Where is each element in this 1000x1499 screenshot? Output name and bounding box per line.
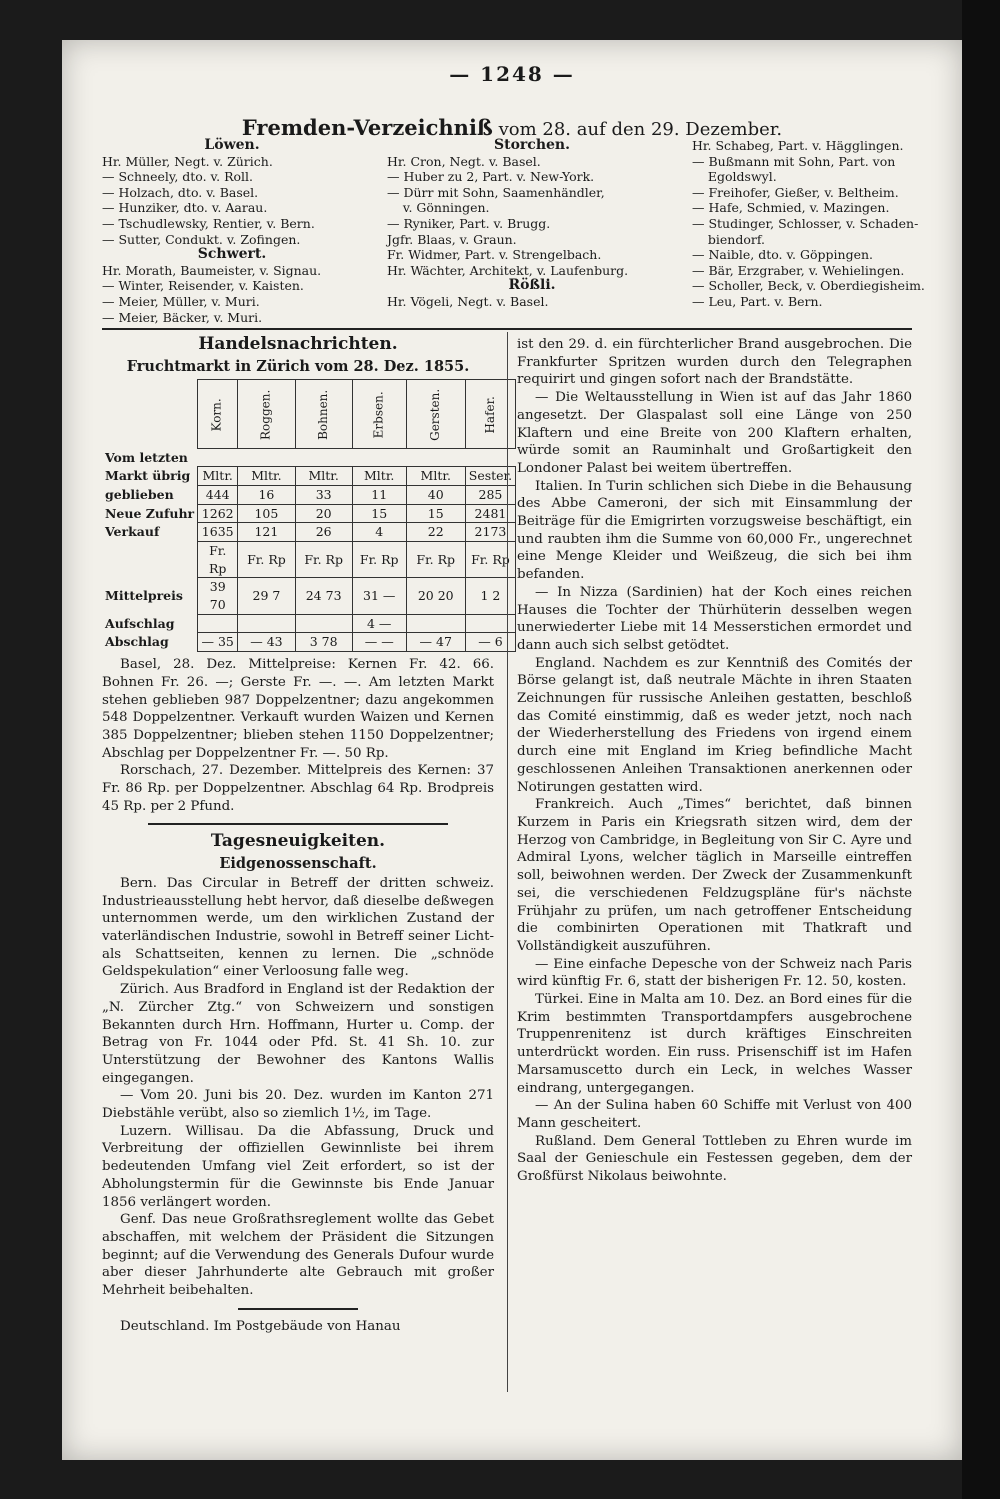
article-tuerkei: Türkei. Eine in Malta am 10. Dez. an Bord eines für die Krim bestimmten Transportdampfers ausgebrochene Truppenrenitenz ist durch kräftiges Einschreiten unterdrückt worden. Ein russ. Prisenschiff ist im Hafen Marsamuscetto durch ein Leck, in welches Wasser eindrang, untergegangen.: [517, 992, 912, 1096]
price-unit: Fr. Rp: [198, 541, 238, 577]
table-cell: 1635: [198, 523, 238, 542]
row-label: [102, 541, 198, 577]
page-number: — 1248 —: [449, 62, 575, 86]
table-cell: 16: [238, 485, 295, 504]
guest-entry: — Holzach, dto. v. Basel.: [102, 184, 259, 200]
tages-title: Tagesneuigkeiten.: [210, 831, 386, 852]
guest-entry: — Leu, Part. v. Bern.: [692, 293, 823, 309]
unit-cell: Sester.: [465, 467, 515, 486]
table-cell: 22: [406, 523, 465, 542]
price-cell: 20 20: [406, 578, 465, 614]
fremden-column-1: [102, 138, 362, 325]
fruchtmarkt-table: [102, 379, 516, 652]
newspaper-page: [62, 40, 962, 1460]
article-hanau-cont: ist den 29. d. ein fürchterlicher Brand ausgebrochen. Die Frankfurter Spritzen wurden durch den Telegraphen requirirt und gingen sofort nach der Brandstätte.: [517, 337, 912, 388]
table-cell: 40: [406, 485, 465, 504]
divider: [148, 823, 448, 825]
guest-entry: Hr. Cron, Negt. v. Basel.: [387, 153, 541, 169]
price-unit: Fr. Rp: [295, 541, 352, 577]
eidgen-title: Eidgenossenschaft.: [219, 855, 377, 873]
guest-entry: — Bußmann mit Sohn, Part. von: [692, 153, 896, 169]
price-cell: — 6: [465, 633, 515, 652]
article-depesche: — Eine einfache Depesche von der Schweiz nach Paris wird künftig Fr. 6, statt der bisherigen Fr. 12. 50, kosten.: [517, 956, 912, 990]
price-cell: [406, 614, 465, 633]
table-cell: 20: [295, 504, 352, 523]
column-header: Korn.: [198, 380, 238, 449]
hotel-name: Rößli.: [508, 277, 556, 294]
guest-entry: — Hunziker, dto. v. Aarau.: [102, 200, 268, 216]
guest-entry: — Tschudlewsky, Rentier, v. Bern.: [102, 215, 315, 231]
row-label: Mittelpreis: [105, 588, 183, 604]
row-label: Verkauf: [105, 524, 160, 540]
guest-entry: — Meier, Müller, v. Muri.: [102, 293, 260, 309]
price-cell: 31 —: [352, 578, 406, 614]
hotel-name: Löwen.: [204, 137, 260, 153]
guest-entry: — Hafe, Schmied, v. Mazingen.: [692, 200, 890, 216]
price-unit: Fr. Rp: [352, 541, 406, 577]
article-russland: Rußland. Dem General Tottleben zu Ehren wurde im Saal der Genieschule ein Festessen gegeben, dem der Großfürst Nikolaus beiwohnte.: [517, 1133, 912, 1185]
price-cell: 3 78: [295, 633, 352, 652]
price-cell: [295, 614, 352, 633]
row-label: Aufschlag: [105, 615, 175, 631]
guest-entry: — Naible, dto. v. Göppingen.: [692, 247, 873, 263]
fremden-date: vom 28. auf den 29. Dezember.: [498, 119, 783, 140]
article-genf: Genf. Das neue Großrathsreglement wollte das Gebet abschaffen, mit welchem der Präsident die Sitzungen beginnt; auf die Verwendung des Generals Dufour wurde aber dieser Jahrhunderte alte Gebrauch mit großer Mehrheit beibehalten.: [102, 1212, 494, 1299]
basel-report: Basel, 28. Dez. Mittelpreise: Kernen Fr. 42. 66. Bohnen Fr. 26. —; Gerste Fr. —. —. Am letzten Markt stehen geblieben 987 Doppelzentner; dazu angekommen 548 Doppelzentner. Verkauft wurden Waizen und Kernen 385 Doppelzentner; blieben stehen 1150 Doppelzentner; Abschlag per Doppelzentner Fr. —. 50 Rp.: [102, 657, 494, 761]
table-cell: 105: [238, 504, 295, 523]
article-sulina: — An der Sulina haben 60 Schiffe mit Verlust von 400 Mann gescheitert.: [517, 1098, 912, 1131]
guest-entry: — Winter, Reisender, v. Kaisten.: [102, 278, 304, 294]
guest-entry: Jgfr. Blaas, v. Graun.: [387, 231, 517, 247]
price-cell: — —: [352, 633, 406, 652]
table-cell: 15: [406, 504, 465, 523]
guest-entry: — Meier, Bäcker, v. Muri.: [102, 309, 263, 325]
row-label: geblieben: [105, 486, 174, 502]
article-diebstaehle: — Vom 20. Juni bis 20. Dez. wurden im Kanton 271 Diebstähle verübt, also so ziemlich 1½, im Tage.: [102, 1088, 494, 1122]
article-england: England. Nachdem es zur Kenntniß des Comités der Börse gelangt ist, daß neutrale Mächte in ihren Staaten Zeichnungen für russische Anleihen gestatten, beschloß das Comité einstimmig, daß es weder jetzt, noch nach der Wiederherstellung des Friedens von irgend einem durch eine mit England im Krieg befindliche Macht geschlossenen Anleihen Transaktionen anerkennen oder Notirungen gestatten wird.: [517, 655, 912, 795]
guest-entry: — Freihofer, Gießer, v. Beltheim.: [692, 184, 899, 200]
table-cell: 2173: [465, 523, 515, 542]
price-cell: 29 7: [238, 578, 295, 614]
price-unit: Fr. Rp: [238, 541, 295, 577]
guest-entry: biendorf.: [692, 231, 765, 247]
guest-entry: — Ryniker, Part. v. Brugg.: [387, 215, 551, 231]
price-cell: [198, 614, 238, 633]
column-header: Erbsen.: [352, 380, 406, 449]
price-cell: 4 —: [352, 614, 406, 633]
section-divider: [102, 328, 912, 330]
unit-cell: Mltr.: [238, 467, 295, 486]
table-cell: 15: [352, 504, 406, 523]
right-column: [517, 336, 912, 1396]
guest-entry: Hr. Schabeg, Part. v. Hägglingen.: [692, 138, 904, 153]
fruchtmarkt-title: Fruchtmarkt in Zürich vom 28. Dez. 1855.: [126, 357, 470, 375]
price-cell: — 47: [406, 633, 465, 652]
scan-edge: [962, 0, 1000, 1499]
handel-title: Handelsnachrichten.: [198, 334, 398, 354]
table-cell: 33: [295, 485, 352, 504]
table-cell: 444: [198, 485, 238, 504]
price-cell: [238, 614, 295, 633]
guest-entry: Egoldswyl.: [692, 169, 777, 185]
fremden-list: [102, 138, 952, 323]
table-cell: 1262: [198, 504, 238, 523]
price-unit: Fr. Rp: [465, 541, 515, 577]
table-cell: 285: [465, 485, 515, 504]
table-cell: 121: [238, 523, 295, 542]
fremden-column-2: [387, 138, 677, 310]
column-header: Hafer.: [465, 380, 515, 449]
article-zuerich: Zürich. Aus Bradford in England ist der Redaktion der „N. Zürcher Ztg.“ von Schweizern und sonstigen Bekannten durch Hrn. Hoffmann, Hurter u. Comp. der Betrag von Fr. 1044 oder Pfd. St. 41 Sh. 10. zur Unterstützung der Bewohner des Kantons Wallis eingegangen.: [102, 982, 494, 1086]
article-nizza: — In Nizza (Sardinien) hat der Koch eines reichen Hauses die Tochter der Thürhüterin desselben wegen unerwiederter Liebe mit 14 Messerstichen ermordet und dann auch sich selbst getödtet.: [517, 584, 912, 653]
guest-entry: Hr. Müller, Negt. v. Zürich.: [102, 153, 273, 169]
price-cell: — 43: [238, 633, 295, 652]
price-cell: 1 2: [465, 578, 515, 614]
column-header: Bohnen.: [295, 380, 352, 449]
divider: [238, 1308, 358, 1310]
guest-entry: — Scholler, Beck, v. Oberdiegisheim.: [692, 278, 925, 294]
guest-entry: Hr. Wächter, Architekt, v. Laufenburg.: [387, 262, 629, 278]
price-cell: 39 70: [198, 578, 238, 614]
guest-entry: Fr. Widmer, Part. v. Strengelbach.: [387, 247, 602, 263]
unit-cell: Mltr.: [198, 467, 238, 486]
price-cell: 24 73: [295, 578, 352, 614]
guest-entry: — Huber zu 2, Part. v. New-York.: [387, 169, 595, 185]
hotel-name: Schwert.: [197, 246, 267, 263]
article-wien: — Die Weltausstellung in Wien ist auf das Jahr 1860 angesetzt. Der Glaspalast soll eine Länge von 250 Klaftern und eine Breite von 200 Klaftern erhalten, würde somit an Rauminhalt und Großartigkeit den Londoner Palast bei weitem übertreffen.: [517, 390, 912, 476]
unit-cell: Mltr.: [295, 467, 352, 486]
guest-entry: — Bär, Erzgraber, v. Wehielingen.: [692, 262, 905, 278]
table-corner: [102, 380, 198, 449]
guest-entry: Hr. Morath, Baumeister, v. Signau.: [102, 262, 322, 278]
column-divider: [507, 332, 508, 1392]
left-column: [102, 332, 513, 1392]
article-bern: Bern. Das Circular in Betreff der dritten schweiz. Industrieausstellung hebt hervor, daß dieselbe deßwegen unternommen werde, um den wirklichen Zustand der vaterländischen Industrie, sowohl in Betreff seiner Licht- als Schattseiten, kennen zu lernen. Die „schnöde Geldspekulation“ einer Verloosung falle weg.: [102, 875, 494, 980]
fremden-heading: Fremden-Verzeichniß: [241, 115, 493, 140]
guest-entry: v. Gönningen.: [387, 200, 490, 216]
row-label: Neue Zufuhr: [105, 505, 195, 521]
table-cell: 4: [352, 523, 406, 542]
price-cell: [465, 614, 515, 633]
article-luzern: Luzern. Willisau. Da die Abfassung, Druck und Verbreitung der offiziellen Gewinnliste bei ihrem bedeutenden Umfang viel Zeit erfordert, so ist der Abholungstermin für die Gewinnste bis Ende Januar 1856 verlängert worden.: [102, 1123, 494, 1210]
row-label: Abschlag: [105, 634, 169, 650]
row-label: Vom letzten: [105, 449, 188, 465]
guest-entry: Hr. Vögeli, Negt. v. Basel.: [387, 293, 549, 309]
row-label: Markt übrig: [105, 468, 191, 484]
price-cell: — 35: [198, 633, 238, 652]
guest-entry: — Schneely, dto. v. Roll.: [102, 169, 253, 185]
column-header: Gersten.: [406, 380, 465, 449]
fremden-column-3: [692, 138, 952, 310]
column-header: Roggen.: [238, 380, 295, 449]
table-cell: 26: [295, 523, 352, 542]
guest-entry: — Dürr mit Sohn, Saamenhändler,: [387, 184, 605, 200]
table-cell: 2481: [465, 504, 515, 523]
unit-cell: Mltr.: [406, 467, 465, 486]
hotel-name: Storchen.: [494, 137, 570, 153]
article-frankreich: Frankreich. Auch „Times“ berichtet, daß binnen Kurzem in Paris ein Kriegsrath sitzen wird, dem der Herzog von Cambridge, in Begleitung von Sir C. Ayre und Admiral Lyons, welcher täglich in Marseille eintreffen soll, beiwohnen werden. Der Zweck der Zusammenkunft sei, die verschiedenen Feldzugspläne für's nächste Frühjahr zu prüfen, um nach getroffener Entscheidung die combinirten Operationen mit Thatkraft und Vollständigkeit auszuführen.: [517, 797, 912, 954]
rorschach-report: Rorschach, 27. Dezember. Mittelpreis des Kernen: 37 Fr. 86 Rp. per Doppelzentner. Abschlag 64 Rp. Brodpreis 45 Rp. per 2 Pfund.: [102, 763, 494, 814]
guest-entry: — Sutter, Condukt. v. Zofingen.: [102, 231, 301, 247]
price-unit: Fr. Rp: [406, 541, 465, 577]
table-cell: 11: [352, 485, 406, 504]
unit-cell: Mltr.: [352, 467, 406, 486]
article-deutschland: Deutschland. Im Postgebäude von Hanau: [120, 1318, 401, 1334]
article-italien: Italien. In Turin schlichen sich Diebe in die Behausung des Abbe Cameroni, der sich mit Einsammlung der Beiträge für die Emigrirten vorzugsweise beschäftigt, ein und raubten ihm die Summe von 60,000 Fr., ungerechnet eine Menge Kleider und Weißzeug, die sich bei ihm befanden.: [517, 478, 912, 583]
guest-entry: — Studinger, Schlosser, v. Schaden-: [692, 215, 919, 231]
